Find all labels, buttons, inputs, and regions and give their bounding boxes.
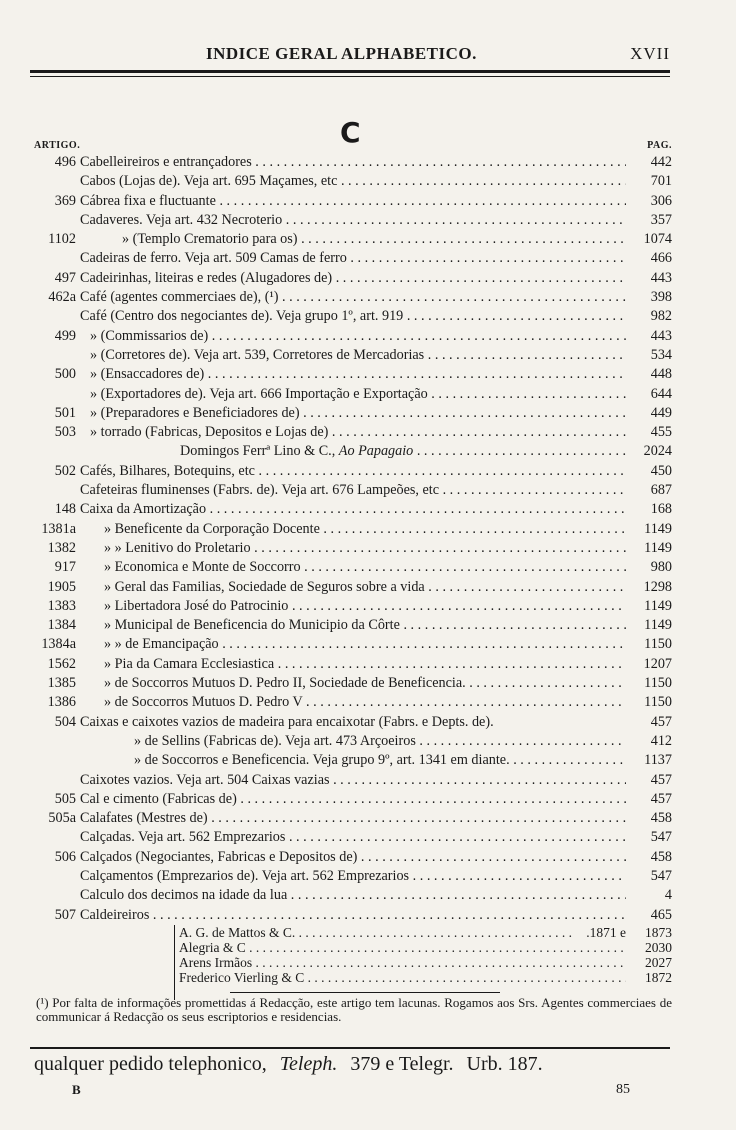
entry-article-number: 501 xyxy=(54,404,76,421)
entry-label: » (Templo Crematorio para os) xyxy=(122,231,298,248)
entry-text xyxy=(80,790,626,809)
entry-label: Caixa da Amortização xyxy=(80,501,207,518)
entry-page-number: 465 xyxy=(650,906,672,923)
entry-page-number: 547 xyxy=(650,867,672,884)
index-entry xyxy=(30,385,672,404)
index-entry xyxy=(30,751,672,770)
entry-page-number: 547 xyxy=(650,829,672,846)
index-entry xyxy=(30,462,672,481)
advertisement-line xyxy=(34,1053,670,1076)
entry-text xyxy=(80,828,626,847)
index-entry xyxy=(30,192,672,211)
index-entry xyxy=(30,153,672,172)
footnote-rule xyxy=(230,992,500,993)
index-entry xyxy=(30,906,672,925)
entry-text xyxy=(80,249,626,268)
entry-text xyxy=(80,269,626,288)
entry-text xyxy=(80,809,626,828)
firm-page-number: 1873 xyxy=(645,924,672,940)
firm-name: Alegria & C . . . xyxy=(179,940,626,955)
index-entry xyxy=(30,211,672,230)
entry-article-number: 462a xyxy=(48,289,76,306)
firm-page-number: 1872 xyxy=(645,969,672,985)
entry-article-number: 496 xyxy=(54,154,76,170)
entry-text xyxy=(80,462,626,481)
caldeireiros-firms-list xyxy=(174,925,672,1000)
entry-label: » Geral das Familias, Sociedade de Seguros sobre a vida xyxy=(104,578,425,595)
entry-article-number: 1386 xyxy=(47,694,76,711)
entry-page-number: 1150 xyxy=(644,694,672,711)
entry-page-number: 4 xyxy=(664,887,672,904)
index-entries xyxy=(30,153,672,1000)
index-entry xyxy=(30,481,672,500)
footnote: (¹) Por falta de informações promettidas á Redacção, este artigo tem lacunas. Rogamos aos Srs. Agentes commerciaes de communicar á Redacção os seus escriptorios e residencias. xyxy=(36,995,672,1024)
firm-entry xyxy=(175,955,672,970)
index-entry xyxy=(30,230,672,249)
entry-text xyxy=(80,500,626,519)
entry-label: Caixas e caixotes vazios de madeira para encaixotar (Fabrs. e Depts. de). xyxy=(80,713,494,730)
entry-page-number: 442 xyxy=(650,154,672,170)
entry-page-number: 1074 xyxy=(643,231,672,248)
entry-page-number: 534 xyxy=(650,346,672,363)
entry-label: Cafés, Bilhares, Botequins, etc xyxy=(80,462,255,479)
entry-label: » Pia da Camara Ecclesiastica xyxy=(104,655,275,672)
entry-article-number: 507 xyxy=(54,906,76,923)
entry-article-number: 1905 xyxy=(47,578,76,595)
index-entry xyxy=(30,346,672,365)
entry-page-number: 458 xyxy=(650,810,672,827)
entry-article-number: 505a xyxy=(48,810,76,827)
entry-label: Calculo dos decimos na idade da lua xyxy=(80,887,288,904)
index-entry xyxy=(30,713,672,732)
entry-text xyxy=(80,172,626,191)
entry-page-number: 1149 xyxy=(644,597,672,614)
firm-year: .1871 e xyxy=(586,924,626,940)
firm-entry xyxy=(175,940,672,955)
entry-text xyxy=(80,848,626,867)
entry-page-number: 398 xyxy=(650,289,672,306)
entry-label: » Beneficente da Corporação Docente xyxy=(104,520,320,537)
entry-page-number: 1207 xyxy=(643,655,672,672)
entry-text xyxy=(80,886,626,905)
entry-article-number: 1102 xyxy=(48,231,76,248)
entry-page-number: 687 xyxy=(650,482,672,499)
entry-article-number: 369 xyxy=(54,192,76,209)
index-entry xyxy=(30,828,672,847)
entry-page-number: 1149 xyxy=(644,539,672,556)
entry-page-number: 1298 xyxy=(643,578,672,595)
index-entry xyxy=(30,520,672,539)
entry-page-number: 443 xyxy=(650,269,672,286)
page-number: 85 xyxy=(616,1082,630,1097)
index-entry xyxy=(30,655,672,674)
entry-text xyxy=(80,597,626,616)
entry-text xyxy=(80,211,626,230)
entry-label: Cadeirinhas, liteiras e redes (Alugadores de) xyxy=(80,269,333,286)
index-entry xyxy=(30,635,672,654)
index-entry xyxy=(30,597,672,616)
entry-page-number: 982 xyxy=(650,308,672,325)
entry-article-number: 502 xyxy=(54,462,76,479)
index-entry xyxy=(30,327,672,346)
entry-article-number: 1381a xyxy=(41,520,76,537)
index-entry xyxy=(30,307,672,326)
entry-text xyxy=(80,404,626,423)
entry-label: Caldeireiros xyxy=(80,906,150,923)
entry-label: Cafeteiras fluminenses (Fabrs. de). Veja art. 676 Lampeões, etc xyxy=(80,482,440,499)
index-entry xyxy=(30,539,672,558)
page-title: INDICE GERAL ALPHABETICO. xyxy=(206,44,477,63)
entry-label: » de Soccorros Mutuos D. Pedro V xyxy=(104,694,303,711)
entry-article-number: 1385 xyxy=(47,675,76,692)
entry-text xyxy=(80,230,626,249)
index-entry xyxy=(30,558,672,577)
entry-article-number: 1382 xyxy=(47,539,76,556)
ad-part1: qualquer pedido telephonico, xyxy=(34,1053,267,1075)
entry-text xyxy=(80,867,626,886)
firm-entry xyxy=(175,970,672,985)
index-entry xyxy=(30,578,672,597)
entry-label: » » Lenitivo do Proletario xyxy=(104,539,251,556)
index-entry xyxy=(30,404,672,423)
entry-page-number: 644 xyxy=(650,385,672,402)
entry-page-number: 450 xyxy=(650,462,672,479)
section-letter: C xyxy=(340,116,361,149)
entry-label: » de Soccorros e Beneficencia. Veja grupo 9º, art. 1341 em diante. xyxy=(134,752,510,769)
page-header xyxy=(30,44,670,68)
entry-text xyxy=(80,442,626,461)
entry-text xyxy=(80,732,626,751)
index-entry xyxy=(30,249,672,268)
entry-label: » torrado (Fabricas, Depositos e Lojas de) xyxy=(90,424,329,441)
index-entry xyxy=(30,616,672,635)
entry-article-number: 499 xyxy=(54,327,76,344)
entry-label: » Libertadora José do Patrocinio xyxy=(104,597,289,614)
entry-page-number: 1137 xyxy=(644,752,672,769)
entry-text xyxy=(80,906,626,925)
entry-page-number: 2024 xyxy=(643,443,672,460)
firm-page-number: 2030 xyxy=(645,939,672,955)
entry-label: » (Ensaccadores de) xyxy=(90,366,205,383)
entry-page-number: 457 xyxy=(650,790,672,807)
entry-page-number: 980 xyxy=(650,559,672,576)
entry-label: Café (agentes commerciaes de), (¹) xyxy=(80,289,279,306)
entry-text xyxy=(80,578,626,597)
entry-article-number: 1384a xyxy=(41,636,76,653)
entry-text xyxy=(80,423,626,442)
entry-text xyxy=(80,192,626,211)
index-entry xyxy=(30,790,672,809)
entry-page-number: 701 xyxy=(650,173,672,190)
entry-page-number: 412 xyxy=(650,732,672,749)
entry-page-number: 457 xyxy=(650,713,672,730)
entry-text xyxy=(80,558,626,577)
ad-part3: 379 e Telegr. xyxy=(350,1053,454,1075)
entry-text xyxy=(80,346,626,365)
entry-text xyxy=(80,713,626,732)
firm-name: A. G. de Mattos & C. . . . xyxy=(179,925,576,940)
entry-label-italic: Ao Papagaio xyxy=(338,443,414,460)
entry-article-number: 497 xyxy=(54,269,76,286)
entry-text xyxy=(80,693,626,712)
entry-label: Caixotes vazios. Veja art. 504 Caixas vazias xyxy=(80,771,330,788)
entry-page-number: 1150 xyxy=(644,675,672,692)
entry-label: » (Corretores de). Veja art. 539, Corretores de Mercadorias xyxy=(90,346,425,363)
index-entry xyxy=(30,269,672,288)
entry-label: » (Commissarios de) xyxy=(90,327,209,344)
entry-article-number: 500 xyxy=(54,366,76,383)
header-rule-thick xyxy=(30,70,670,73)
entry-article-number: 506 xyxy=(54,848,76,865)
entry-page-number: 455 xyxy=(650,424,672,441)
index-entry xyxy=(30,674,672,693)
entry-label: Café (Centro dos negociantes de). Veja grupo 1º, art. 919 xyxy=(80,308,404,325)
entry-page-number: 1150 xyxy=(644,636,672,653)
entry-text xyxy=(80,616,626,635)
column-label-pag: PAG. xyxy=(647,140,672,151)
entry-article-number: 1383 xyxy=(47,597,76,614)
entry-text xyxy=(80,771,626,790)
entry-text xyxy=(80,751,626,770)
index-entry xyxy=(30,500,672,519)
ad-part2: Teleph. xyxy=(279,1053,338,1075)
entry-label: Domingos Ferrª Lino & C., xyxy=(180,443,339,460)
entry-page-number: 168 xyxy=(650,501,672,518)
entry-page-number: 306 xyxy=(650,192,672,209)
printer-signature: B xyxy=(72,1082,81,1097)
index-entry xyxy=(30,693,672,712)
entry-page-number: 357 xyxy=(650,211,672,228)
entry-text xyxy=(80,674,626,693)
index-entry xyxy=(30,867,672,886)
entry-text xyxy=(80,655,626,674)
index-entry xyxy=(30,442,672,461)
entry-text xyxy=(80,153,626,172)
entry-label: Cadeiras de ferro. Veja art. 509 Camas de ferro xyxy=(80,250,347,267)
entry-text xyxy=(80,288,626,307)
entry-label: » de Sellins (Fabricas de). Veja art. 473 Arçoeiros xyxy=(134,732,416,749)
index-entry xyxy=(30,732,672,751)
entry-text xyxy=(80,365,626,384)
entry-label: » » de Emancipação xyxy=(104,636,219,653)
entry-label: Calçados (Negociantes, Fabricas e Depositos de) xyxy=(80,848,358,865)
index-entry xyxy=(30,809,672,828)
entry-label: Cábrea fixa e fluctuante xyxy=(80,192,216,209)
entry-label: Cabos (Lojas de). Veja art. 695 Maçames, etc xyxy=(80,173,338,190)
entry-article-number: 504 xyxy=(54,713,76,730)
entry-text xyxy=(80,481,626,500)
entry-label: Calçadas. Veja art. 562 Emprezarios xyxy=(80,829,286,846)
index-entry xyxy=(30,848,672,867)
entry-text xyxy=(80,539,626,558)
entry-article-number: 148 xyxy=(54,501,76,518)
column-label-artigo: ARTIGO. xyxy=(34,140,81,151)
entry-label: Calçamentos (Emprezarios de). Veja art. 562 Emprezarios xyxy=(80,867,410,884)
entry-page-number: 1149 xyxy=(644,617,672,634)
entry-page-number: 458 xyxy=(650,848,672,865)
entry-text xyxy=(80,635,626,654)
entry-label: Calafates (Mestres de) xyxy=(80,810,208,827)
entry-label: » (Exportadores de). Veja art. 666 Importação e Exportação xyxy=(90,385,428,402)
index-entry xyxy=(30,172,672,191)
firm-page-number: 2027 xyxy=(645,954,672,970)
page-roman-number: XVII xyxy=(630,44,670,63)
entry-page-number: 448 xyxy=(650,366,672,383)
entry-article-number: 1562 xyxy=(47,655,76,672)
entry-text xyxy=(80,385,626,404)
entry-page-number: 1149 xyxy=(644,520,672,537)
entry-label: » Economica e Monte de Soccorro xyxy=(104,559,301,576)
entry-label: » (Preparadores e Beneficiadores de) xyxy=(90,404,300,421)
index-entry xyxy=(30,886,672,905)
entry-label: Cadaveres. Veja art. 432 Necroterio xyxy=(80,211,283,228)
entry-page-number: 443 xyxy=(650,327,672,344)
index-entry xyxy=(30,423,672,442)
entry-article-number: 503 xyxy=(54,424,76,441)
entry-label: Cal e cimento (Fabricas de) xyxy=(80,790,237,807)
entry-article-number: 1384 xyxy=(47,617,76,634)
entry-page-number: 449 xyxy=(650,404,672,421)
entry-label: » Municipal de Beneficencia do Municipio da Côrte xyxy=(104,617,400,634)
entry-article-number: 505 xyxy=(54,790,76,807)
index-entry xyxy=(30,288,672,307)
entry-text xyxy=(80,520,626,539)
entry-label: Cabelleireiros e entrançadores xyxy=(80,154,252,170)
firm-name: Frederico Vierling & C . . . xyxy=(179,970,626,985)
entry-text xyxy=(80,307,626,326)
header-rule-thin xyxy=(30,76,670,77)
entry-article-number: 917 xyxy=(54,559,76,576)
firm-entry xyxy=(175,925,672,940)
entry-page-number: 457 xyxy=(650,771,672,788)
entry-page-number: 466 xyxy=(650,250,672,267)
index-entry xyxy=(30,365,672,384)
ad-rule xyxy=(30,1047,670,1049)
entry-label: » de Soccorros Mutuos D. Pedro II, Sociedade de Beneficencia. xyxy=(104,675,466,692)
firm-name: Arens Irmãos . . . xyxy=(179,955,626,970)
ad-part4: Urb. 187. xyxy=(466,1053,543,1075)
index-entry xyxy=(30,771,672,790)
entry-text xyxy=(80,327,626,346)
